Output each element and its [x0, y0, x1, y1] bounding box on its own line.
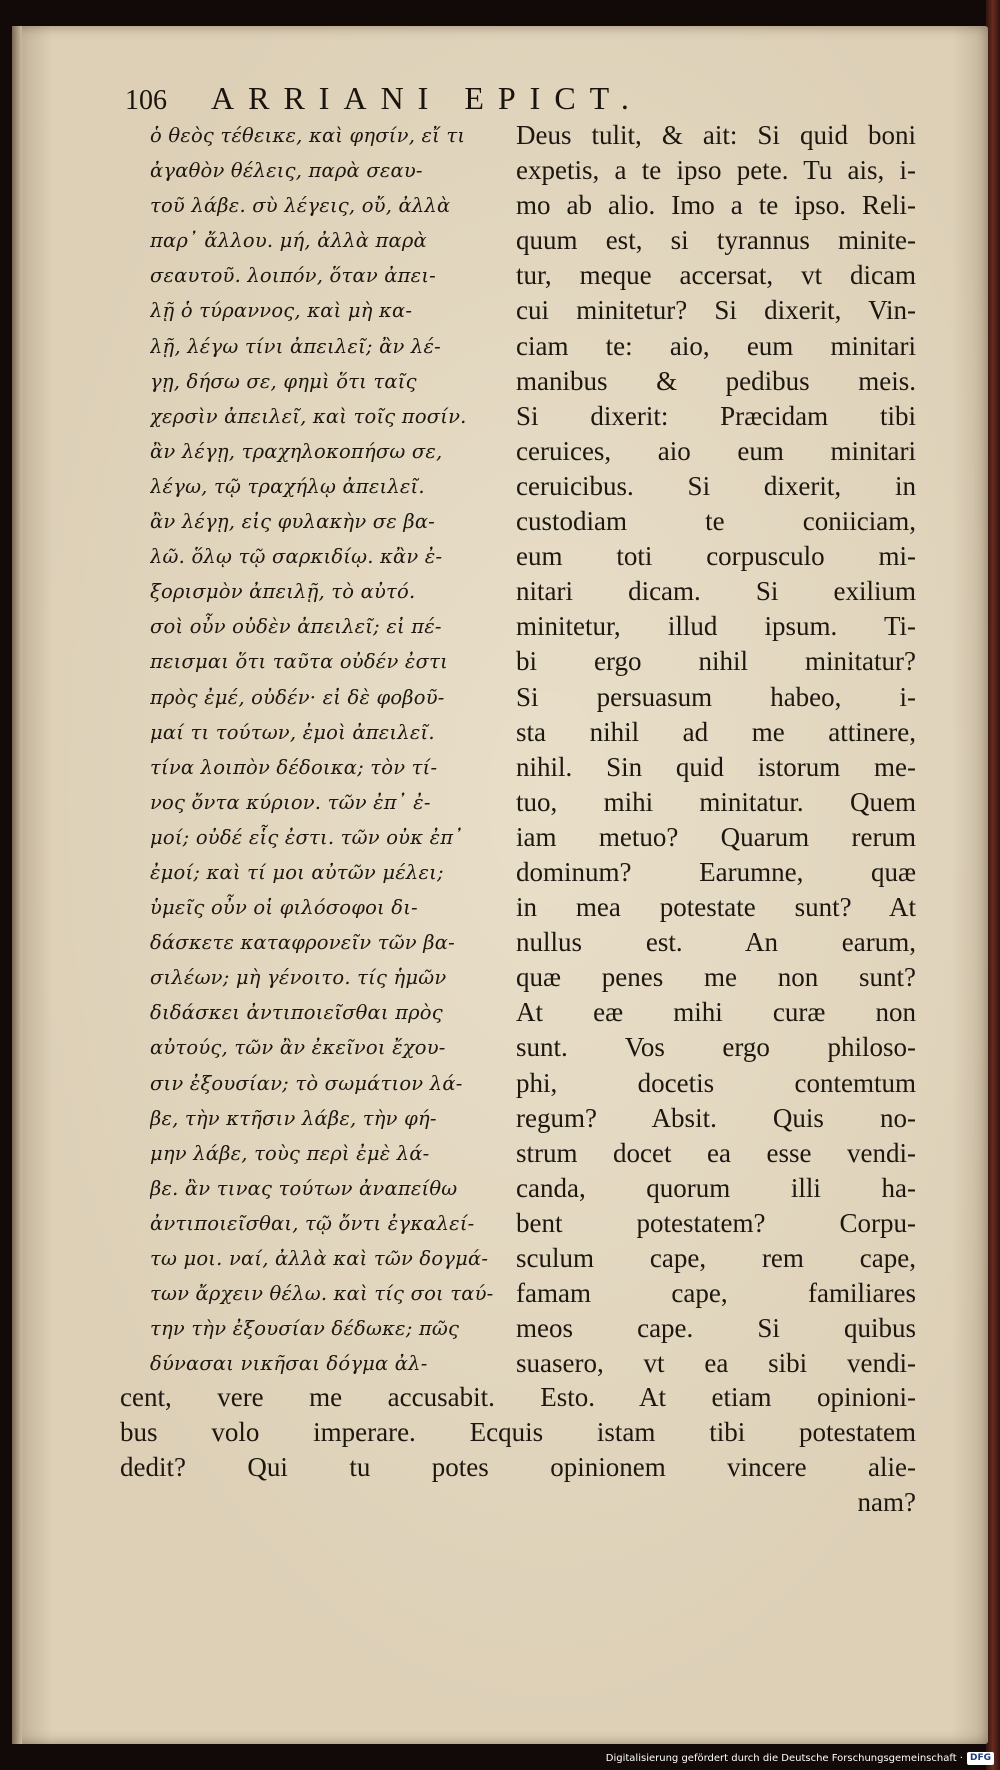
latin-text-line: nihil. Sin quid istorum me- — [516, 751, 916, 782]
greek-text-line: μαί τι τούτων, ἐμοὶ ἀπειλεῖ. — [150, 720, 435, 744]
greek-text-line: δύνασαι νικῆσαι δόγμα ἀλ- — [150, 1352, 428, 1376]
latin-text-line: bent potestatem? Corpu- — [516, 1207, 916, 1238]
latin-text-line: manibus & pedibus meis. — [516, 365, 916, 396]
greek-text-line: ἀντιποιεῖσθαι, τῷ ὄντι ἐγκαλεί- — [150, 1211, 475, 1235]
latin-text-line: cui minitetur? Si dixerit, Vin- — [516, 295, 916, 326]
latin-text-line: suasero, vt ea sibi vendi- — [516, 1348, 916, 1379]
greek-text-line: ξορισμὸν ἀπειλῇ, τὸ αὐτό. — [150, 580, 416, 604]
greek-text-line: ἂν λέγῃ, τραχηλοκοπήσω σε, — [150, 439, 443, 463]
greek-text-line: ἀγαθὸν θέλεις, παρὰ σεαυ- — [150, 159, 423, 183]
greek-text-line: τω μοι. ναί, ἀλλὰ καὶ τῶν δογμά- — [150, 1247, 489, 1270]
greek-text-line: τοῦ λάβε. σὺ λέγεις, οὔ, ἀλλὰ — [150, 194, 451, 218]
dfg-logo: DFG — [967, 1752, 994, 1765]
greek-text-line: λῶ. ὅλῳ τῷ σαρκιδίῳ. κἂν ἐ- — [150, 545, 443, 569]
greek-text-line: χερσὶν ἀπειλεῖ, καὶ τοῖς ποσίν. — [150, 404, 467, 428]
page-gutter — [12, 26, 22, 1744]
latin-text-line: bi ergo nihil minitatur? — [516, 646, 916, 677]
latin-full-width-text — [120, 1380, 916, 1520]
greek-text-line: σιν ἐξουσίαν; τὸ σωμάτιον λά- — [150, 1071, 463, 1095]
greek-text-line: παρ᾽ ἄλλου. μή, ἀλλὰ παρὰ — [150, 229, 427, 253]
funding-credit: Digitalisierung gefördert durch die Deutsche Forschungsgemeinschaft · — [605, 1752, 963, 1764]
greek-text-line: σοὶ οὖν οὐδὲν ἀπειλεῖ; εἰ πέ- — [150, 615, 442, 639]
greek-text-line: λῇ, λέγω τίνι ἀπειλεῖ; ἂν λέ- — [150, 334, 441, 358]
greek-text-line: ὁ θεὸς τέθεικε, καὶ φησίν, εἴ τι — [150, 124, 466, 147]
latin-text-line: iam metuo? Quarum rerum — [516, 821, 916, 852]
latin-text-line: meos cape. Si quibus — [516, 1313, 916, 1344]
running-title: ARRIANI EPICT. — [211, 80, 643, 116]
latin-text-line: nitari dicam. Si exilium — [516, 576, 916, 607]
greek-text-line: ἐμοί; καὶ τί μοι αὐτῶν μέλει; — [150, 860, 444, 884]
latin-text-line: mo ab alio. Imo a te ipso. Reli- — [516, 190, 916, 221]
latin-text-line: minitetur, illud ipsum. Ti- — [516, 611, 916, 642]
greek-text-line: των ἄρχειν θέλω. καὶ τίς σοι ταύ- — [150, 1282, 494, 1306]
latin-text-line: tur, meque accersat, vt dicam — [516, 260, 916, 291]
greek-text-line: ὑμεῖς οὖν οἱ φιλόσοφοι δι- — [150, 896, 418, 920]
latin-text-line: phi, docetis contemtum — [516, 1067, 916, 1098]
digitization-footer — [606, 1750, 994, 1766]
greek-text-line: τίνα λοιπὸν δέδοικα; τὸν τί- — [150, 755, 438, 779]
latin-text-line: ciam te: aio, eum minitari — [516, 330, 916, 361]
latin-text-line: quæ penes me non sunt? — [516, 962, 916, 993]
latin-text-line: eum toti corpusculo mi- — [516, 541, 916, 572]
latin-text-line: bus volo imperare. Ecquis istam tibi potestatem — [120, 1417, 916, 1448]
greek-text-line: την τὴν ἐξουσίαν δέδωκε; πῶς — [150, 1317, 460, 1341]
latin-text-line: Si dixerit: Præcidam tibi — [516, 400, 916, 431]
latin-text-line: sculum cape, rem cape, — [516, 1243, 916, 1273]
greek-text-line: μοί; οὐδέ εἷς ἐστι. τῶν οὐκ ἐπ᾽ — [150, 825, 464, 849]
latin-text-line: in mea potestate sunt? At — [516, 892, 916, 923]
latin-text-line: strum docet ea esse vendi- — [516, 1137, 916, 1168]
latin-text-line: expetis, a te ipso pete. Tu ais, i- — [516, 155, 916, 186]
latin-text-line: custodiam te coniiciam, — [516, 506, 916, 537]
greek-text-line: λέγω, τῷ τραχήλῳ ἀπειλεῖ. — [150, 474, 425, 498]
greek-text-line: πεισμαι ὅτι ταῦτα οὐδέν ἐστι — [150, 650, 448, 674]
latin-text-line: nullus est. An earum, — [516, 927, 916, 958]
latin-text-line: dominum? Earumne, quæ — [516, 856, 916, 887]
latin-text-line: At eæ mihi curæ non — [516, 997, 916, 1028]
latin-text-line: nam? — [857, 1487, 916, 1518]
latin-text-line: cent, vere me accusabit. Esto. At etiam opinioni- — [120, 1382, 916, 1412]
latin-text-line: Deus tulit, & ait: Si quid boni — [516, 120, 916, 150]
page-number: 106 — [125, 85, 167, 116]
greek-text-line: γῃ, δήσω σε, φημὶ ὅτι ταῖς — [150, 369, 417, 393]
greek-text-line: ἂν λέγῃ, εἰς φυλακὴν σε βα- — [150, 510, 435, 534]
latin-text-line: famam cape, familiares — [516, 1278, 916, 1309]
latin-text-line: tuo, mihi minitatur. Quem — [516, 786, 916, 817]
latin-text-line: sunt. Vos ergo philoso- — [516, 1032, 916, 1063]
latin-text-line: dedit? Qui tu potes opinionem vincere alie- — [120, 1452, 916, 1483]
greek-text-line: σεαυτοῦ. λοιπόν, ὅταν ἀπει- — [150, 264, 436, 288]
greek-text-column — [150, 118, 510, 1381]
latin-text-line: ceruices, aio eum minitari — [516, 435, 916, 466]
latin-text-column — [516, 118, 916, 1381]
latin-text-line: sta nihil ad me attinere, — [516, 716, 916, 747]
latin-text-line: Si persuasum habeo, i- — [516, 681, 916, 712]
greek-text-line: βε. ἂν τινας τούτων ἀναπείθω — [150, 1176, 458, 1200]
greek-text-line: λῇ ὁ τύραννος, καὶ μὴ κα- — [150, 299, 413, 323]
latin-text-line: ceruicibus. Si dixerit, in — [516, 470, 916, 501]
greek-text-line: αὐτούς, τῶν ἂν ἐκεῖνοι ἔχου- — [150, 1036, 446, 1060]
greek-text-line: βε, τὴν κτῆσιν λάβε, τὴν φή- — [150, 1106, 437, 1130]
latin-text-line: quum est, si tyrannus minite- — [516, 225, 916, 256]
greek-text-line: πρὸς ἐμέ, οὐδέν· εἰ δὲ φοβοῦ- — [150, 685, 445, 709]
greek-text-line: μην λάβε, τοὺς περὶ ἐμὲ λά- — [150, 1141, 430, 1165]
latin-text-line: regum? Absit. Quis no- — [516, 1102, 916, 1133]
book-edge — [986, 0, 1000, 1770]
greek-text-line: δάσκετε καταφρονεῖν τῶν βα- — [150, 931, 455, 955]
greek-text-line: διδάσκει ἀντιποιεῖσθαι πρὸς — [150, 1001, 443, 1025]
latin-text-line: canda, quorum illi ha- — [516, 1172, 916, 1203]
page-header — [125, 80, 885, 120]
greek-text-line: σιλέων; μὴ γένοιτο. τίς ἡμῶν — [150, 966, 447, 990]
greek-text-line: νος ὄντα κύριον. τῶν ἐπ᾽ ἐ- — [150, 790, 431, 814]
